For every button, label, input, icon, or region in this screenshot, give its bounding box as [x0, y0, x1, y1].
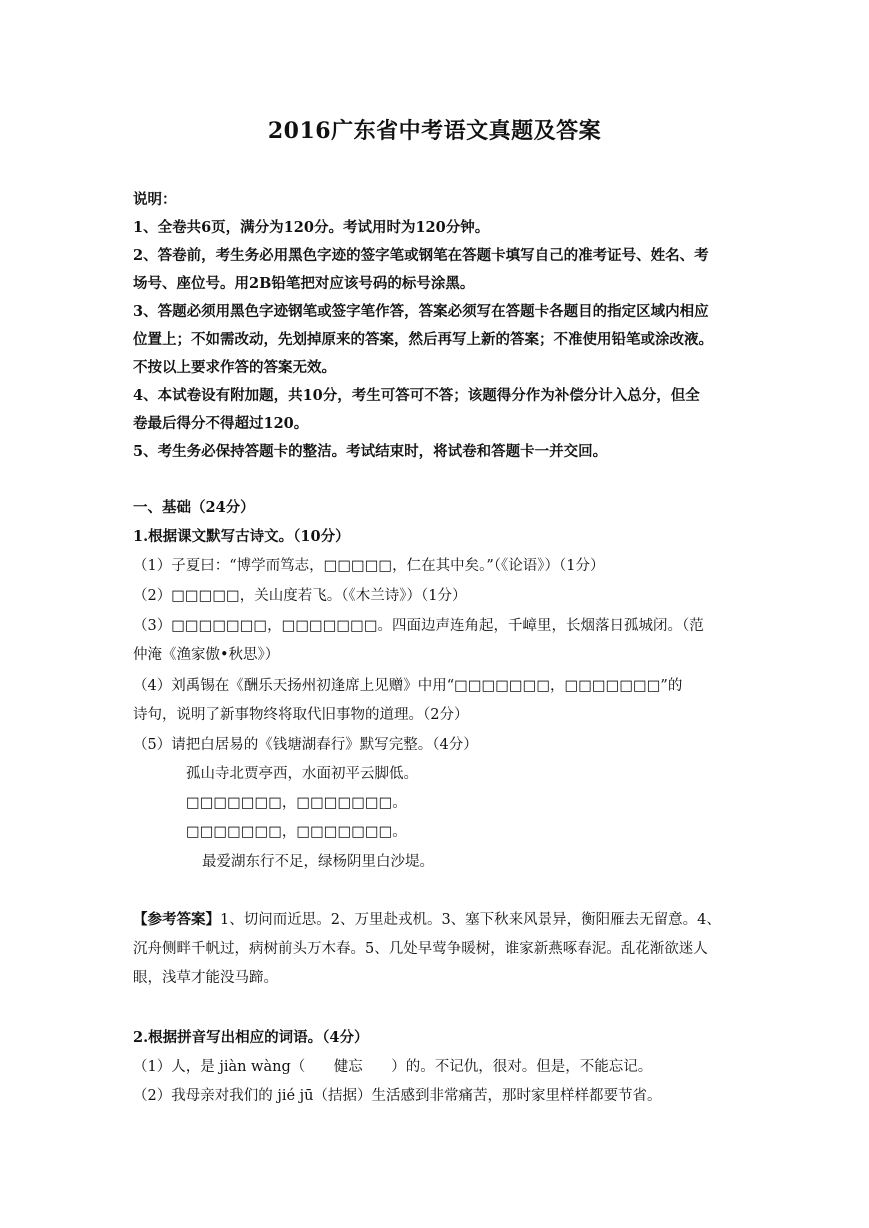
- answer-label: 【参考答案】: [133, 911, 220, 928]
- notes-line: 位置上；不如需改动，先划掉原来的答案，然后再写上新的答案；不准使用铅笔或涂改液。: [133, 331, 713, 348]
- poem-line: 孤山寺北贾亭西，水面初平云脚低。: [186, 766, 418, 782]
- pinyin-prompt: （1）人，是 jiàn wàng（: [133, 1059, 306, 1075]
- question-line: （3）□□□□□□□，□□□□□□□。四面边声连角起，千嶂里，长烟落日孤城闭。（范: [133, 618, 704, 634]
- question-heading: 1.根据课文默写古诗文。（10分）: [133, 528, 350, 545]
- poem-line: 最爱湖东行不足，绿杨阴里白沙堤。: [202, 854, 434, 870]
- notes-line: 不按以上要求作答的答案无效。: [133, 359, 336, 376]
- notes-line: 5、考生务必保持答题卡的整洁。考试结束时，将试卷和答题卡一并交回。: [133, 443, 608, 460]
- question-line: （1）子夏曰：“博学而笃志，□□□□□，仁在其中矣。”（《论语》）（1分）: [133, 558, 605, 574]
- notes-line: 3、答题必须用黑色字迹钢笔或签字笔作答，答案必须写在答题卡各题目的指定区域内相应: [133, 303, 709, 320]
- question-heading: 2.根据拼音写出相应的词语。（4分）: [133, 1029, 369, 1046]
- answer-line: 眼，浅草才能没马蹄。: [133, 970, 278, 986]
- question-line: （4）刘禹锡在《酬乐天扬州初逢席上见赠》中用“□□□□□□□，□□□□□□□”的: [133, 678, 683, 694]
- answer-line: [133, 910, 721, 930]
- poem-line: □□□□□□□，□□□□□□□。: [186, 795, 407, 811]
- answer-line: 沉舟侧畔千帆过，病树前头万木春。5、几处早莺争暖树，谁家新燕啄春泥。乱花渐欲迷人: [133, 941, 708, 957]
- answer-text: 1、切问而近思。2、万里赴戎机。3、塞下秋来风景异，衡阳雁去无留意。4、: [220, 912, 721, 928]
- document-title: 2016广东省中考语文真题及答案: [267, 118, 602, 144]
- notes-line: 卷最后得分不得超过120。: [133, 415, 309, 432]
- notes-line: 2、答卷前，考生务必用黑色字迹的签字笔或钢笔在答题卡填写自己的准考证号、姓名、考: [133, 247, 709, 264]
- question-line: 诗句，说明了新事物终将取代旧事物的道理。（2分）: [133, 707, 469, 723]
- question-line: 仲淹《渔家傲•秋思》）: [133, 647, 280, 663]
- question-line: （2）□□□□□，关山度若飞。（《木兰诗》）（1分）: [133, 588, 467, 604]
- question-line: （5）请把白居易的《钱塘湖春行》默写完整。（4分）: [133, 737, 478, 753]
- notes-line: 4、本试卷设有附加题，共10分，考生可答可不答；该题得分作为补偿分计入总分，但全: [133, 387, 700, 404]
- notes-line: 场号、座位号。用2B铅笔把对应该号码的标号涂黑。: [133, 275, 475, 292]
- section-heading: 一、基础（24分）: [133, 499, 255, 516]
- notes-line: 1、全卷共6页，满分为120分。考试用时为120分钟。: [133, 219, 490, 236]
- question-line: [133, 1057, 652, 1077]
- answer-blank: 健忘: [333, 1059, 363, 1075]
- question-suffix: ）的。不记仇，很对。但是，不能忘记。: [391, 1059, 653, 1075]
- poem-line: □□□□□□□，□□□□□□□。: [186, 824, 407, 840]
- notes-heading: 说明：: [133, 191, 177, 208]
- question-line: （2）我母亲对我们的 jié jū（拮据）生活感到非常痛苦，那时家里样样都要节省。: [133, 1088, 662, 1104]
